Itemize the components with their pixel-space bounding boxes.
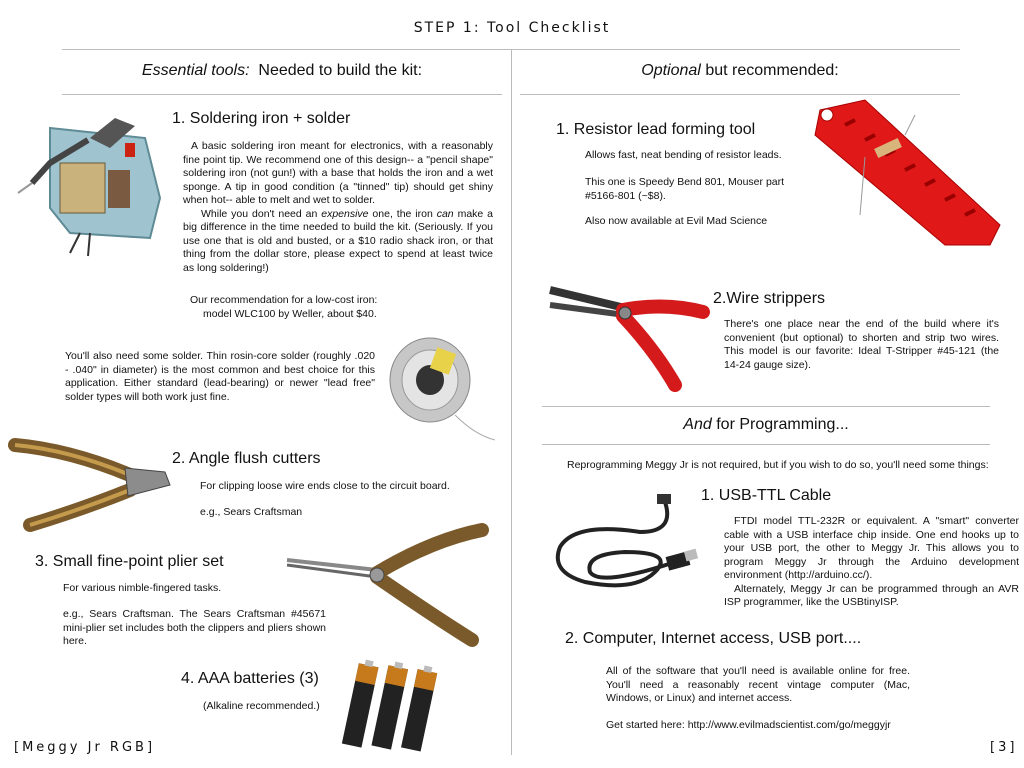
item3-para1: For various nimble-fingered tasks. — [63, 582, 222, 594]
prog-item1-para2: Alternately, Meggy Jr can be programmed through an AVR ISP programmer, like the USBtinyISP. — [724, 582, 1019, 608]
item2-heading: 2. Angle flush cutters — [172, 450, 321, 467]
left-title-rest: Needed to build the kit: — [258, 62, 423, 79]
item1-rec-line2: model WLC100 by Weller, about $40. — [203, 307, 377, 320]
column-divider — [511, 50, 512, 755]
prog-item1-para1: FTDI model TTL-232R or equivalent. A "smart" converter cable with a USB interface chip inside. One end hooks up to your USB port, the other to Meggy Jr. This allows you to program Meggy Jr through the Arduino development environment (http://arduino.cc/). — [724, 515, 1019, 581]
item3-para2: e.g., Sears Craftsman. The Sears Craftsman #45671 mini-plier set includes both the clippers and pliers shown here. — [63, 608, 326, 647]
item1-rec-line1: Our recommendation for a low-cost iron: — [190, 294, 378, 306]
prog-item1-body — [724, 515, 1019, 610]
prog-item2-para2: Get started here: http://www.evilmadscientist.com/go/meggyjr — [606, 719, 891, 731]
item4-para1: (Alkaline recommended.) — [203, 700, 320, 712]
prog-title-rest: for Programming... — [716, 416, 849, 433]
prog-intro: Reprogramming Meggy Jr is not required, but if you wish to do so, you'll need some things: — [567, 459, 989, 471]
item1-para2 — [183, 208, 493, 276]
r-item2-heading: 2.Wire strippers — [713, 290, 826, 307]
item1-p2em2: can — [436, 207, 454, 220]
resistor-forming-tool-image — [805, 95, 1005, 250]
right-column-title — [520, 62, 960, 80]
prog-item2-para1: All of the software that you'll need is available online for free. You'll need a reasonably recent vintage computer (Mac, Windows, or Linux) and internet access. — [606, 665, 910, 704]
item1-recommendation — [190, 294, 490, 321]
prog-title — [542, 416, 990, 434]
left-title-em: Essential tools: — [141, 62, 250, 79]
prog-title-em: And — [683, 416, 712, 433]
item1-p2b: one, the iron — [368, 207, 437, 220]
item1-p2a: While you don't need an — [201, 207, 322, 220]
page-header: STEP 1: Tool Checklist — [413, 20, 611, 36]
flush-cutters-image — [10, 430, 170, 550]
prog-item2-heading: 2. Computer, Internet access, USB port.... — [565, 630, 862, 647]
solder-spool-image — [385, 330, 480, 440]
item1-heading: 1. Soldering iron + solder — [172, 110, 351, 127]
item2-para2: e.g., Sears Craftsman — [200, 506, 303, 518]
item1-p2c: make a big difference in the time needed to build the kit. (Seriously. If you use one that is old and busted, or a $10 radio shack iron, or that thing from the dollar store, please expect to spend at least twice as long soldering!) — [183, 207, 493, 274]
prog-top-rule — [542, 406, 990, 407]
item1-para1: A basic soldering iron meant for electronics, with a reasonably fine point tip. We recommend one of this design-- a "pencil shape" soldering iron (not gun!) with a base that holds the iron and a wet sponge. A tip in good condition (a "tinned" tip) should get shiny when hot-- able to melt and wet to solder. — [183, 140, 493, 206]
right-title-em: Optional — [641, 62, 701, 79]
soldering-station-image — [10, 108, 170, 258]
item1-body — [183, 140, 493, 275]
item4-heading: 4. AAA batteries (3) — [181, 670, 319, 687]
usb-ttl-cable-image — [545, 492, 705, 602]
r-item2-para1: There's one place near the end of the build where it's convenient (but optional) to shorten and strip two wires. This model is our favorite: Ideal T-Stripper #45-121 (the 14-24 gauge size). — [724, 318, 999, 371]
r-item1-para2: This one is Speedy Bend 801, Mouser part #5166-801 (~$8). — [585, 176, 785, 202]
prog-bottom-rule — [542, 444, 990, 445]
footer-page-number: [3] — [990, 740, 1018, 755]
prog-item1-heading: 1. USB-TTL Cable — [701, 487, 832, 504]
footer-book-title: [Meggy Jr RGB] — [14, 740, 156, 755]
aaa-batteries-image — [338, 656, 443, 756]
left-column-title — [62, 62, 502, 80]
r-item1-para1: Allows fast, neat bending of resistor leads. — [585, 149, 782, 161]
left-title-rule — [62, 94, 502, 95]
item3-heading: 3. Small fine-point plier set — [35, 553, 224, 570]
item1-p2em: expensive — [321, 207, 369, 220]
r-item1-heading: 1. Resistor lead forming tool — [556, 121, 756, 138]
right-title-rest: but recommended: — [705, 62, 839, 79]
wire-strippers-image — [545, 280, 710, 395]
solder-paragraph: You'll also need some solder. Thin rosin-core solder (roughly .020 - .040" in diameter) is the most common and best choice for this application. Either standard (lead-bearing) or newer "lead free" solder types will both work just fine. — [65, 350, 375, 403]
item2-para1: For clipping loose wire ends close to the circuit board. — [200, 480, 450, 492]
r-item1-para3: Also now available at Evil Mad Science — [585, 215, 768, 227]
